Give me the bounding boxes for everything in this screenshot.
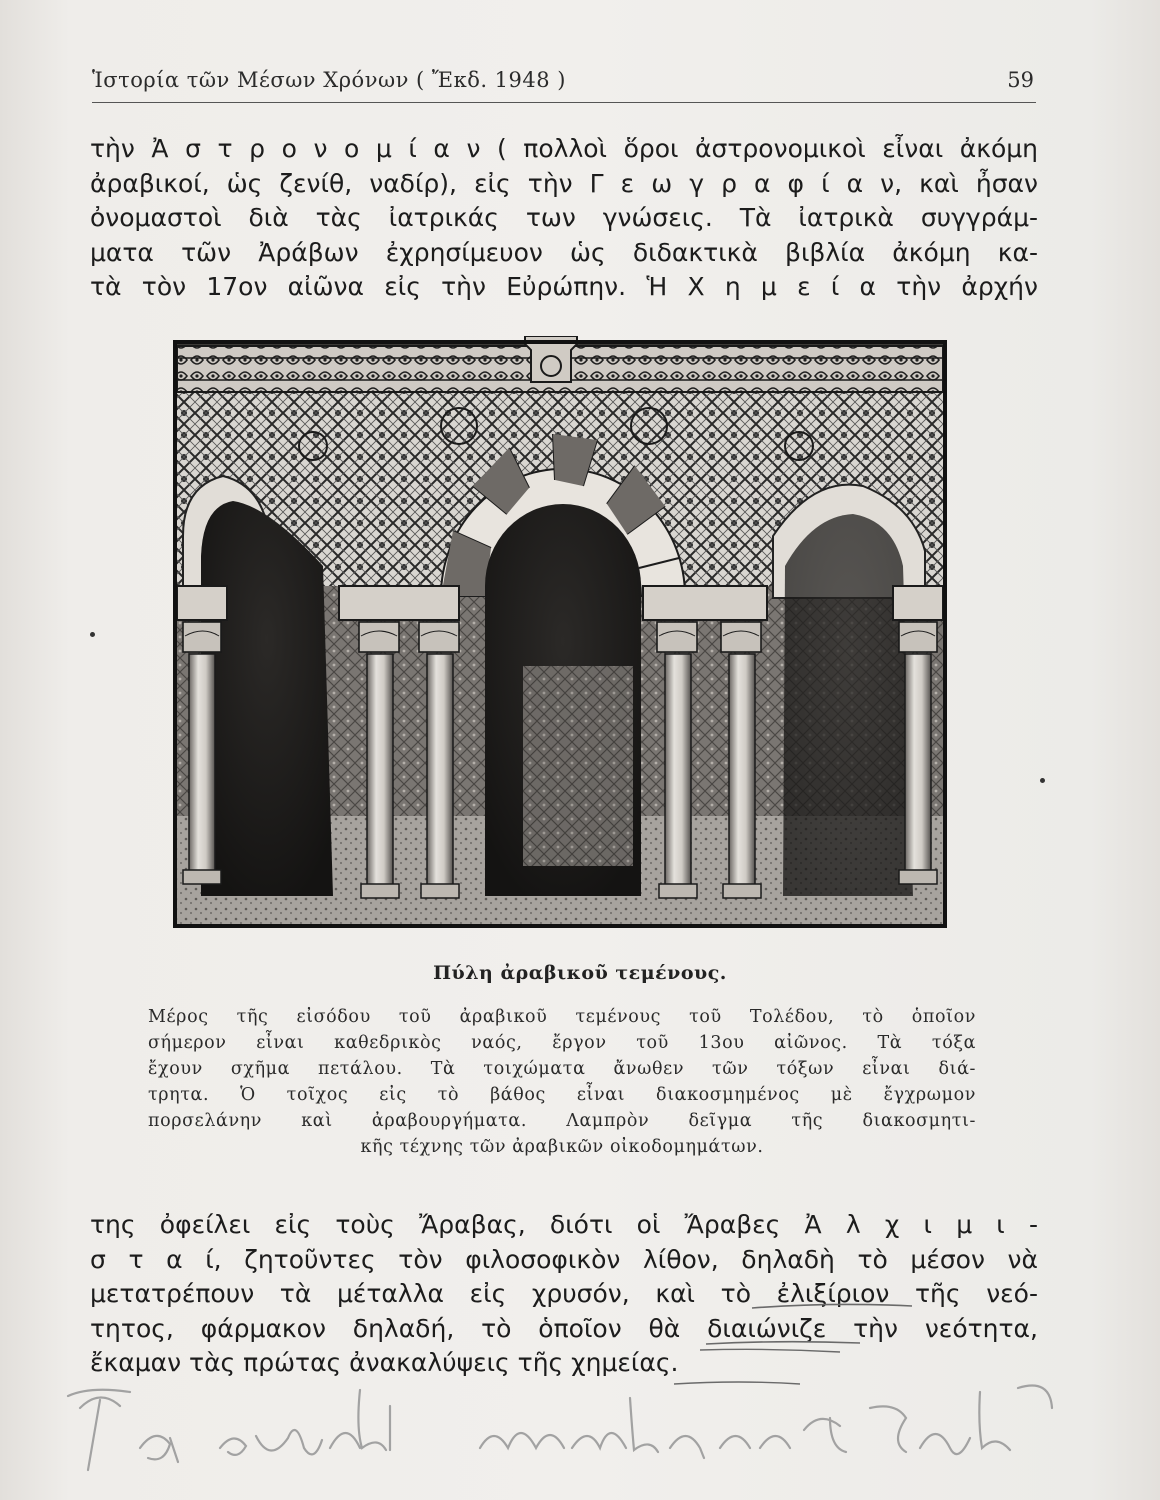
caption-line: ἔχουν σχῆμα πετάλου. Τὰ τοιχώματα ἄνωθεν τῶν τόξων εἶναι διά-	[148, 1059, 976, 1079]
caption-line: σήμερον εἶναι καθεδρικὸς ναός, ἔργον τοῦ 13ου αἰῶνος. Τὰ τόξα	[148, 1033, 976, 1053]
caption-line: τρητα. Ὁ τοῖχος εἰς τὸ βάθος εἶναι διακοσμημένος μὲ ἔγχρωμον	[148, 1085, 976, 1105]
text-line: ἔκαμαν τὰς πρώτας ἀνακαλύψεις τῆς χημείας.	[90, 1348, 679, 1377]
text-line: ἀραβικοί, ὡς ζενίθ, ναδίρ), εἰς τὴν Γ ε ω γ ρ α φ ί α ν, καὶ ἦσαν	[90, 168, 1038, 198]
ink-speck	[90, 632, 95, 637]
text-line: μετατρέπουν τὰ μέταλλα εἰς χρυσόν, καὶ τὸ ἐλιξίριον τῆς νεό-	[90, 1279, 1038, 1308]
text-line: ματα τῶν Ἀράβων ἐχρησίμευον ὡς διδακτικὰ βιβλία ἀκόμη κα-	[90, 237, 1038, 267]
text-line: τὰ τὸν 17ον αἰῶνα εἰς τὴν Εὐρώπην. Ἡ Χ η μ ε ί α τὴν ἀρχήν	[90, 272, 1038, 301]
page-number: 59	[1007, 68, 1034, 92]
text-line: τὴν Ἀ σ τ ρ ο ν ο μ ί α ν ( πολλοὶ ὅροι ἀστρονομικοὶ εἶναι ἀκόμη	[90, 134, 1038, 163]
ink-speck	[1040, 778, 1045, 783]
text-line: σ τ α ί, ζητοῦντες τὸν φιλοσοφικὸν λίθον, δηλαδὴ τὸ μέσον νὰ	[90, 1244, 1038, 1274]
figure-caption-title: Πύλη ἀραβικοῦ τεμένους.	[433, 962, 727, 984]
text-line: της ὀφείλει εἰς τοὺς Ἄραβας, διότι οἱ Ἄραβες Ἀ λ χ ι μ ι -	[90, 1210, 1038, 1239]
caption-line: πορσελάνην καὶ ἀραβουργήματα. Λαμπρὸν δεῖγμα τῆς διακοσμητι-	[148, 1111, 976, 1131]
caption-line: κῆς τέχνης τῶν ἀραβικῶν οἰκοδομημάτων.	[360, 1137, 764, 1157]
text-line: τητος, φάρμακον δηλαδή, τὸ ὁποῖον θὰ διαιώνιζε τὴν νεότητα,	[90, 1313, 1038, 1343]
underline-mark	[752, 1304, 912, 1308]
handwritten-pencil-note	[60, 1378, 1060, 1488]
text-line: ὀνομαστοὶ διὰ τὰς ἰατρικάς των γνώσεις. Τὰ ἰατρικὰ συγγράμ-	[90, 203, 1038, 232]
underline-mark	[706, 1342, 860, 1344]
caption-line: Μέρος τῆς εἰσόδου τοῦ ἀραβικοῦ τεμένους τοῦ Τολέδου, τὸ ὁποῖον	[148, 1007, 976, 1027]
header-title: Ἱστορία τῶν Μέσων Χρόνων ( Ἔκδ. 1948 )	[92, 68, 566, 92]
underline-mark	[700, 1349, 840, 1352]
